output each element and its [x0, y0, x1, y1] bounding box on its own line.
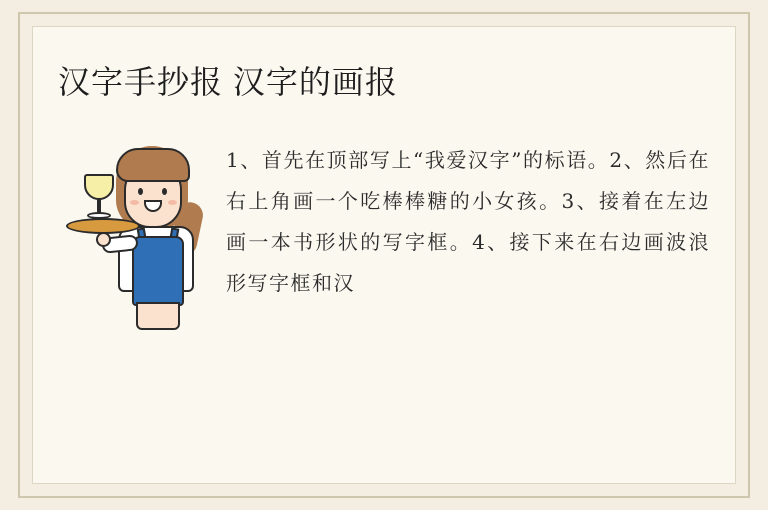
waitress-illustration [58, 140, 208, 330]
hand-shape [96, 232, 111, 247]
content-area [58, 140, 710, 330]
eye-left-icon [138, 188, 143, 195]
apron-shape [132, 236, 184, 306]
page-title: 汉字手抄报 汉字的画报 [58, 64, 398, 100]
cartoon-girl-icon [58, 140, 208, 330]
cheek-left-shape [130, 200, 139, 205]
cheek-right-shape [168, 200, 177, 205]
article-body: 1、首先在顶部写上“我爱汉字”的标语。2、然后在右上角画一个吃棒棒糖的小女孩。3、接着在左边画一本书形状的写字框。4、接下来在右边画波浪形写字框和汉 [226, 148, 710, 295]
legs-shape [136, 302, 180, 330]
hair-fringe-shape [116, 148, 190, 182]
wine-glass-icon [84, 174, 114, 200]
glass-stem-shape [97, 198, 101, 214]
tray-icon [66, 218, 140, 234]
eye-right-icon [162, 188, 167, 195]
